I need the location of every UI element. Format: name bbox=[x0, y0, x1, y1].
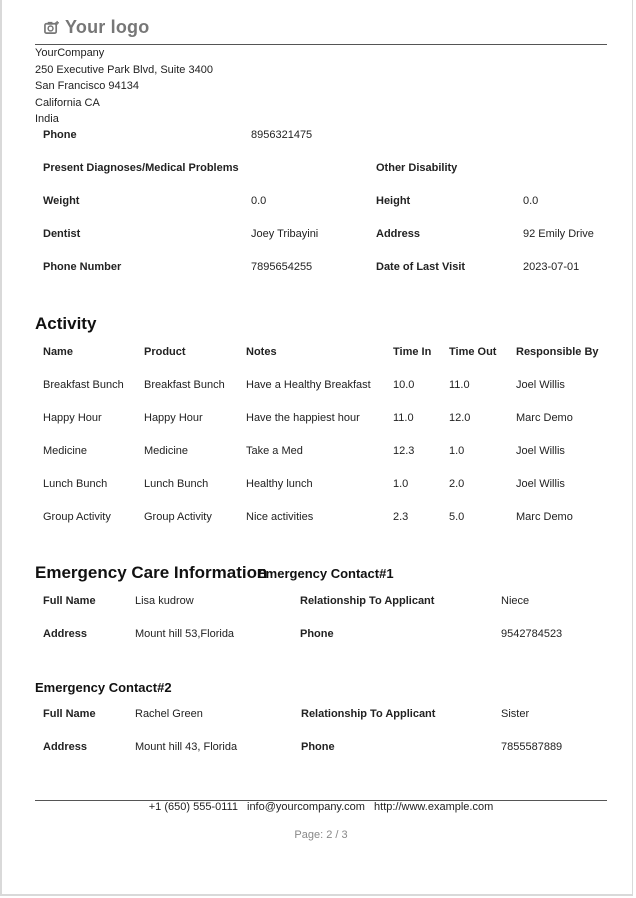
table-cell: Breakfast Bunch bbox=[43, 378, 124, 391]
table-row bbox=[35, 217, 607, 250]
footer-email[interactable]: info@yourcompany.com bbox=[247, 801, 365, 813]
table-header-row bbox=[35, 335, 607, 368]
height-label: Height bbox=[376, 194, 411, 207]
table-cell: 1.0 bbox=[449, 444, 465, 457]
table-cell: Marc Demo bbox=[516, 411, 573, 424]
table-row bbox=[35, 500, 607, 533]
dentist-label: Dentist bbox=[43, 227, 81, 240]
phone-label: Phone bbox=[300, 627, 334, 640]
relationship-value: Sister bbox=[501, 707, 530, 720]
table-row bbox=[35, 250, 607, 283]
phone-label: Phone bbox=[301, 740, 335, 753]
company-logo bbox=[44, 17, 149, 38]
phone-number-value: 7895654255 bbox=[251, 260, 313, 273]
table-row bbox=[35, 584, 573, 617]
table-cell: Nice activities bbox=[246, 510, 314, 523]
table-cell: 2.0 bbox=[449, 477, 465, 490]
table-row bbox=[35, 368, 607, 401]
column-header: Product bbox=[144, 345, 186, 358]
table-cell: Group Activity bbox=[43, 510, 111, 523]
column-header: Responsible By bbox=[516, 345, 599, 358]
table-cell: 11.0 bbox=[393, 411, 414, 424]
table-cell: Have a Healthy Breakfast bbox=[246, 378, 371, 391]
diagnoses-label: Present Diagnoses/Medical Problems bbox=[43, 161, 239, 174]
table-row bbox=[35, 401, 607, 434]
last-visit-label: Date of Last Visit bbox=[376, 260, 466, 273]
table-cell: Medicine bbox=[43, 444, 88, 457]
table-cell: Medicine bbox=[144, 444, 189, 457]
camera-icon bbox=[44, 20, 59, 35]
table-row bbox=[35, 184, 607, 217]
activity-heading: Activity bbox=[35, 314, 97, 333]
footer-website[interactable]: http://www.example.com bbox=[374, 801, 494, 813]
footer-contact bbox=[35, 801, 607, 813]
column-header: Time Out bbox=[449, 345, 497, 358]
phone-value: 9542784523 bbox=[501, 627, 563, 640]
weight-label: Weight bbox=[43, 194, 80, 207]
table-cell: Happy Hour bbox=[43, 411, 102, 424]
table-cell: 12.3 bbox=[393, 444, 415, 457]
full-name-value: Lisa kudrow bbox=[135, 594, 194, 607]
address-value: Mount hill 53,Florida bbox=[135, 627, 235, 640]
page-number: Page: 2 / 3 bbox=[294, 829, 348, 841]
emergency-care-heading: Emergency Care Information bbox=[35, 563, 268, 582]
address-label: Address bbox=[376, 227, 421, 240]
logo-text: Your logo bbox=[65, 17, 150, 37]
relationship-value: Niece bbox=[501, 594, 530, 607]
phone-label: Phone bbox=[43, 128, 77, 141]
table-cell: Joel Willis bbox=[516, 378, 565, 391]
height-value: 0.0 bbox=[523, 194, 539, 207]
phone-value: 7855587889 bbox=[501, 740, 563, 753]
table-row bbox=[35, 434, 607, 467]
table-cell: Breakfast Bunch bbox=[144, 378, 225, 391]
table-row bbox=[35, 697, 573, 730]
table-row bbox=[35, 467, 607, 500]
table-cell: Joel Willis bbox=[516, 477, 565, 490]
address-value: Mount hill 43, Florida bbox=[135, 740, 238, 753]
table-cell: Lunch Bunch bbox=[144, 477, 209, 490]
weight-value: 0.0 bbox=[251, 194, 267, 207]
table-row bbox=[35, 151, 607, 184]
table-cell: 12.0 bbox=[449, 411, 471, 424]
column-header: Time In bbox=[393, 345, 432, 358]
table-cell: Lunch Bunch bbox=[43, 477, 108, 490]
table-cell: Have the happiest hour bbox=[246, 411, 360, 424]
full-name-value: Rachel Green bbox=[135, 707, 203, 720]
table-cell: 5.0 bbox=[449, 510, 465, 523]
company-city: San Francisco 94134 bbox=[35, 80, 139, 92]
emergency-contact-1-table bbox=[35, 584, 573, 650]
emergency-contact-2-heading: Emergency Contact#2 bbox=[35, 680, 172, 695]
emergency-contact-1-heading: Emergency Contact#1 bbox=[257, 566, 394, 581]
table-row bbox=[35, 118, 607, 151]
table-cell: Marc Demo bbox=[516, 510, 573, 523]
company-address bbox=[35, 45, 213, 128]
table-cell: Take a Med bbox=[246, 444, 303, 457]
phone-number-label: Phone Number bbox=[43, 260, 122, 273]
table-cell: Healthy lunch bbox=[246, 477, 313, 490]
company-state: California CA bbox=[35, 96, 100, 109]
phone-value: 8956321475 bbox=[251, 128, 313, 141]
footer-phone: +1 (650) 555-0111 bbox=[148, 801, 238, 813]
table-cell: 10.0 bbox=[393, 378, 415, 391]
activity-table bbox=[35, 335, 607, 533]
dentist-value: Joey Tribayini bbox=[251, 227, 319, 240]
company-country: India bbox=[35, 113, 59, 125]
table-cell: Happy Hour bbox=[144, 411, 203, 424]
address-label: Address bbox=[43, 740, 88, 753]
table-row bbox=[35, 730, 573, 763]
full-name-label: Full Name bbox=[43, 594, 96, 607]
column-header: Name bbox=[43, 345, 73, 358]
address-label: Address bbox=[43, 627, 88, 640]
table-cell: 1.0 bbox=[393, 477, 409, 490]
address-value: 92 Emily Drive bbox=[523, 227, 594, 240]
relationship-label: Relationship To Applicant bbox=[301, 707, 436, 720]
table-row bbox=[35, 617, 573, 650]
last-visit-value: 2023-07-01 bbox=[523, 260, 580, 273]
patient-info-table bbox=[35, 118, 607, 283]
company-name: YourCompany bbox=[35, 47, 105, 59]
company-street: 250 Executive Park Blvd, Suite 3400 bbox=[35, 63, 213, 76]
column-header: Notes bbox=[246, 345, 277, 358]
table-cell: Joel Willis bbox=[516, 444, 565, 457]
table-cell: 2.3 bbox=[393, 510, 409, 523]
table-cell: Group Activity bbox=[144, 510, 212, 523]
table-cell: 11.0 bbox=[449, 378, 470, 391]
full-name-label: Full Name bbox=[43, 707, 96, 720]
relationship-label: Relationship To Applicant bbox=[300, 594, 435, 607]
emergency-contact-2-table bbox=[35, 697, 573, 763]
other-disability-label: Other Disability bbox=[376, 161, 458, 174]
